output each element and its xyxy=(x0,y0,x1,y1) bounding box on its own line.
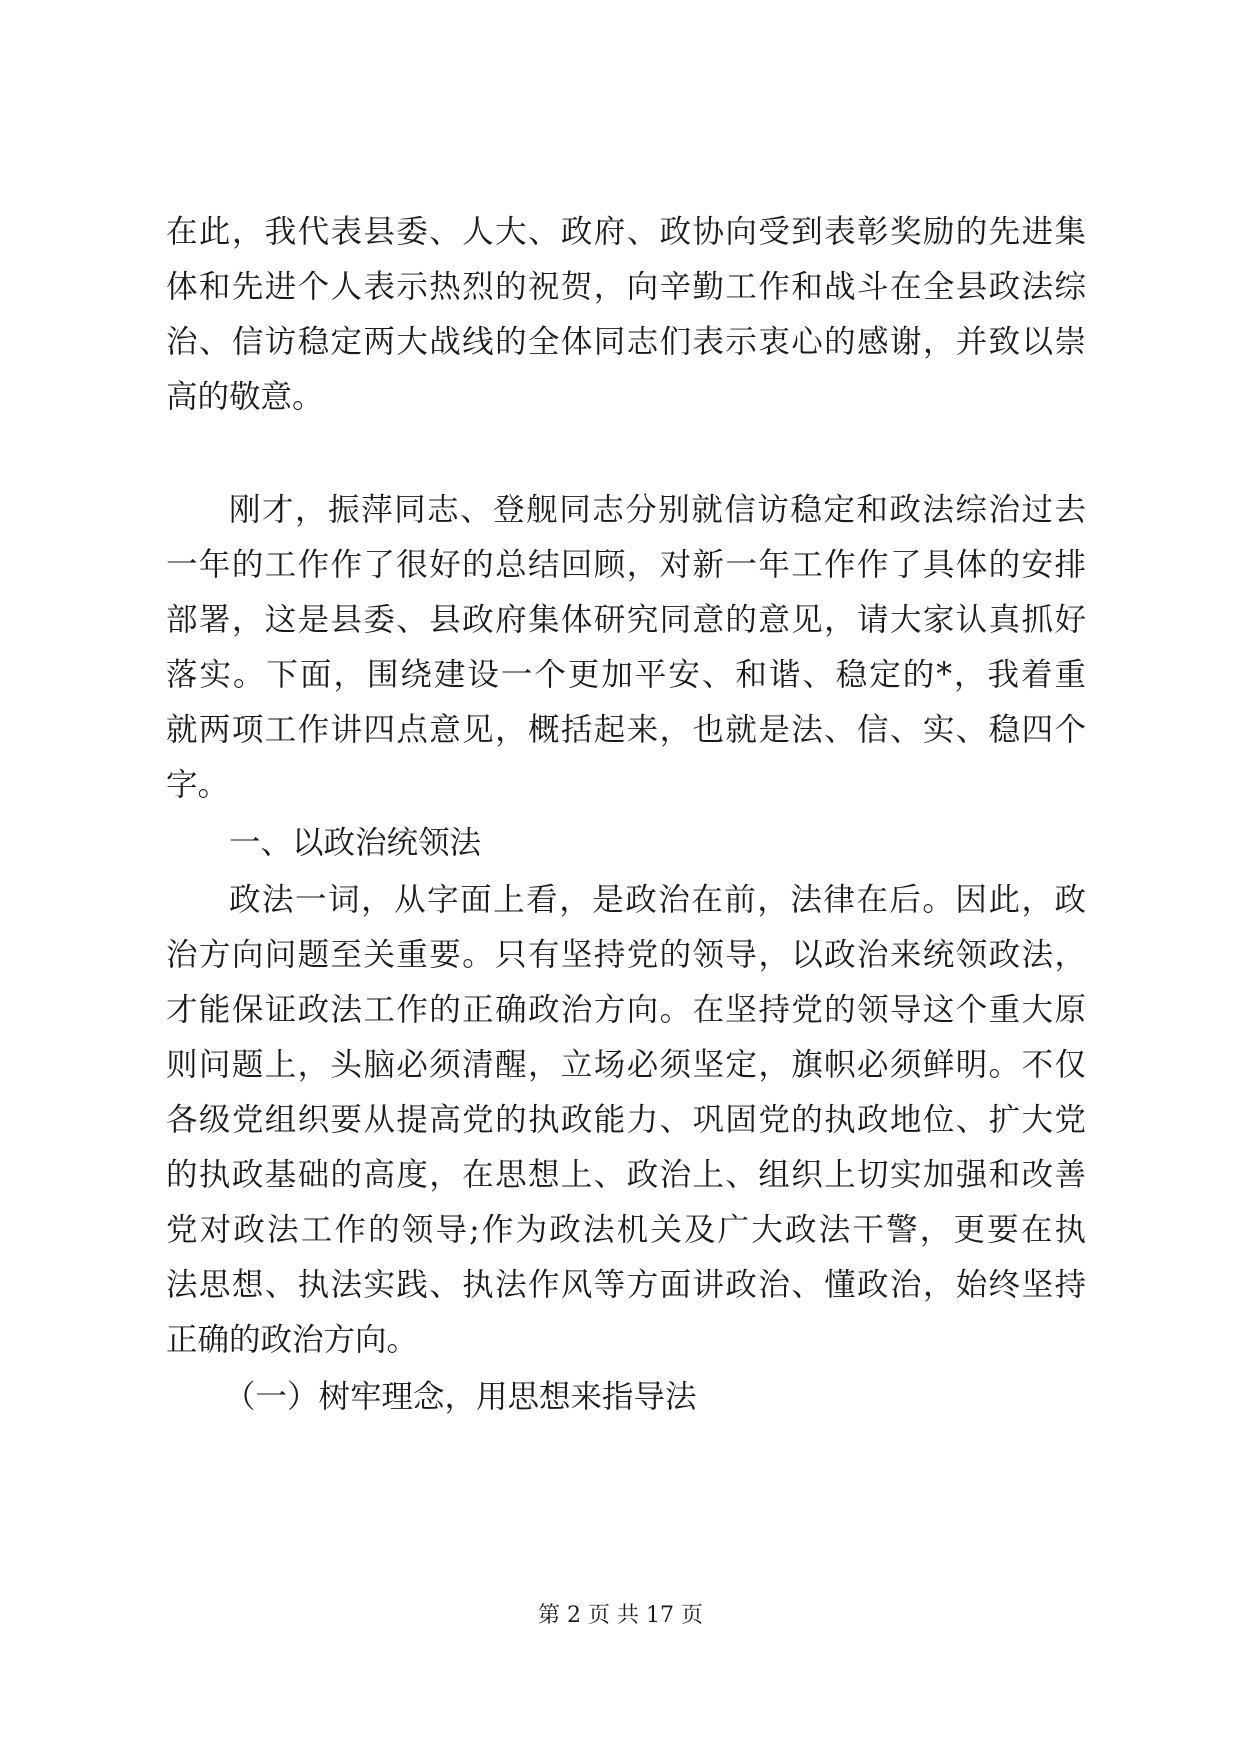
text-line: 正确的政治方向。 xyxy=(166,1322,419,1358)
text-line: 字。 xyxy=(166,767,230,803)
text-line: 在此，我代表县委、人大、政府、政协向受到表彰奖励的先进集 xyxy=(166,214,1086,250)
subsection-heading: （一）树牢理念，用思想来指导法 xyxy=(224,1379,697,1415)
text-line: 落实。下面，围绕建设一个更加平安、和谐、稳定的*，我着重 xyxy=(166,657,1086,693)
text-line: 就两项工作讲四点意见，概括起来，也就是法、信、实、稳四个 xyxy=(166,712,1086,748)
text-line: 刚才，振萍同志、登舰同志分别就信访稳定和政法综治过去 xyxy=(229,492,1086,528)
text-line: 治方向问题至关重要。只有坚持党的领导，以政治来统领政法， xyxy=(166,937,1086,973)
text-line: 各级党组织要从提高党的执政能力、巩固党的执政地位、扩大党 xyxy=(166,1102,1086,1138)
text-line: 治、信访稳定两大战线的全体同志们表示衷心的感谢，并致以崇 xyxy=(166,324,1086,360)
text-line: 政法一词，从字面上看，是政治在前，法律在后。因此，政 xyxy=(229,882,1086,918)
text-line: 的执政基础的高度，在思想上、政治上、组织上切实加强和改善 xyxy=(166,1157,1086,1193)
text-line: 则问题上，头脑必须清醒，立场必须坚定，旗帜必须鲜明。不仅 xyxy=(166,1047,1086,1083)
text-line: 党对政法工作的领导;作为政法机关及广大政法干警，更要在执 xyxy=(166,1212,1086,1248)
text-line: 高的敬意。 xyxy=(166,379,324,415)
text-line: 一年的工作作了很好的总结回顾，对新一年工作作了具体的安排 xyxy=(166,547,1086,583)
page-number-footer: 第 2 页 共 17 页 xyxy=(538,1603,703,1628)
section-heading: 一、以政治统领法 xyxy=(229,825,482,861)
text-line: 部署，这是县委、县政府集体研究同意的意见，请大家认真抓好 xyxy=(166,602,1086,638)
text-line: 才能保证政法工作的正确政治方向。在坚持党的领导这个重大原 xyxy=(166,992,1086,1028)
text-line: 法思想、执法实践、执法作风等方面讲政治、懂政治，始终坚持 xyxy=(166,1267,1086,1303)
text-line: 体和先进个人表示热烈的祝贺，向辛勤工作和战斗在全县政法综 xyxy=(166,269,1086,305)
